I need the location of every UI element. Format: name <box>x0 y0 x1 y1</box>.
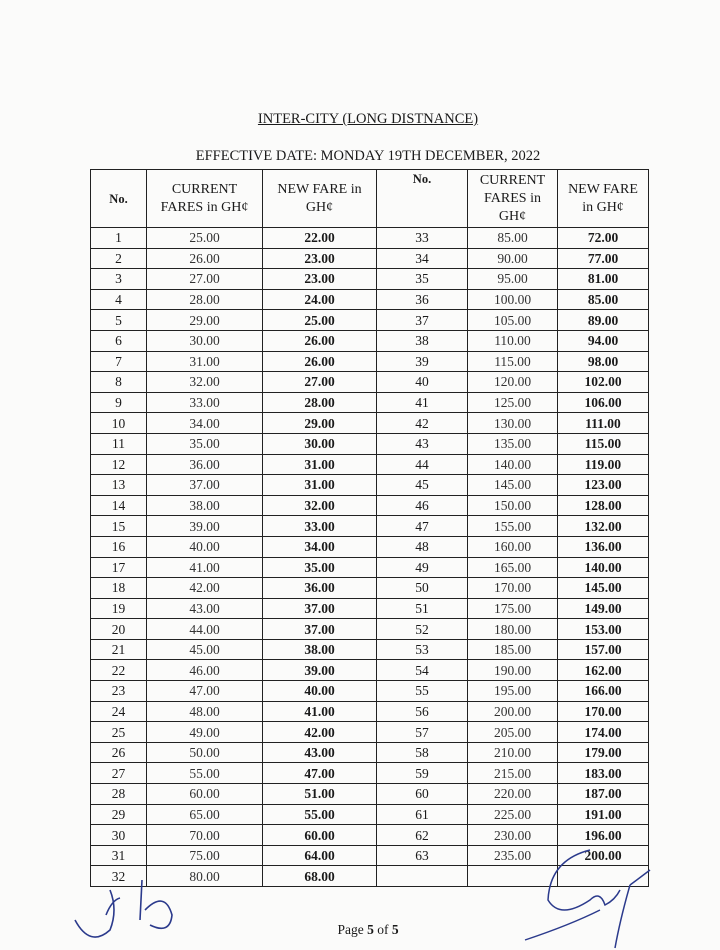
table-row <box>91 557 649 578</box>
current-fare: 45.00 <box>147 639 263 660</box>
footer-page-number: 5 <box>367 922 374 937</box>
current-fare: 33.00 <box>147 392 263 413</box>
row-number-2: 33 <box>377 228 468 249</box>
row-number: 21 <box>91 639 147 660</box>
row-number-2: 37 <box>377 310 468 331</box>
current-fare-2: 215.00 <box>468 763 558 784</box>
row-number-2: 53 <box>377 639 468 660</box>
new-fare: 47.00 <box>263 763 377 784</box>
current-fare-2: 195.00 <box>468 681 558 702</box>
row-number: 11 <box>91 433 147 454</box>
new-fare: 35.00 <box>263 557 377 578</box>
row-number: 23 <box>91 681 147 702</box>
table-row <box>91 578 649 599</box>
new-fare-2: 183.00 <box>558 763 649 784</box>
row-number-2: 63 <box>377 845 468 866</box>
row-number: 8 <box>91 372 147 393</box>
new-fare: 42.00 <box>263 722 377 743</box>
row-number: 30 <box>91 825 147 846</box>
new-fare: 37.00 <box>263 598 377 619</box>
new-fare: 43.00 <box>263 742 377 763</box>
row-number: 5 <box>91 310 147 331</box>
new-fare-2: 162.00 <box>558 660 649 681</box>
document-title: INTER-CITY (LONG DISTNANCE) <box>257 111 479 127</box>
header-current-fares: CURRENT FARES in GH¢ <box>147 170 263 228</box>
current-fare: 65.00 <box>147 804 263 825</box>
row-number: 31 <box>91 845 147 866</box>
table-row <box>91 742 649 763</box>
table-row <box>91 351 649 372</box>
table-row <box>91 763 649 784</box>
row-number-2: 58 <box>377 742 468 763</box>
row-number-2: 45 <box>377 475 468 496</box>
current-fare-2: 125.00 <box>468 392 558 413</box>
row-number-2: 56 <box>377 701 468 722</box>
current-fare: 25.00 <box>147 228 263 249</box>
new-fare-2: 106.00 <box>558 392 649 413</box>
row-number: 22 <box>91 660 147 681</box>
table-row <box>91 269 649 290</box>
current-fare: 75.00 <box>147 845 263 866</box>
current-fare-2: 225.00 <box>468 804 558 825</box>
new-fare: 51.00 <box>263 784 377 805</box>
current-fare-2: 235.00 <box>468 845 558 866</box>
effective-date: EFFECTIVE DATE: MONDAY 19TH DECEMBER, 2022 <box>195 148 541 164</box>
current-fare: 42.00 <box>147 578 263 599</box>
new-fare-2: 85.00 <box>558 289 649 310</box>
row-number: 6 <box>91 330 147 351</box>
current-fare-2: 170.00 <box>468 578 558 599</box>
row-number-2: 36 <box>377 289 468 310</box>
new-fare-2: 94.00 <box>558 330 649 351</box>
new-fare: 31.00 <box>263 454 377 475</box>
table-row <box>91 433 649 454</box>
row-number-2: 51 <box>377 598 468 619</box>
row-number: 20 <box>91 619 147 640</box>
current-fare: 34.00 <box>147 413 263 434</box>
new-fare-2: 111.00 <box>558 413 649 434</box>
row-number-2: 59 <box>377 763 468 784</box>
row-number: 29 <box>91 804 147 825</box>
current-fare-2 <box>468 866 558 887</box>
row-number: 2 <box>91 248 147 269</box>
current-fare-2: 110.00 <box>468 330 558 351</box>
current-fare-2: 230.00 <box>468 825 558 846</box>
current-fare: 43.00 <box>147 598 263 619</box>
new-fare-2: 179.00 <box>558 742 649 763</box>
table-row <box>91 310 649 331</box>
row-number: 9 <box>91 392 147 413</box>
new-fare: 55.00 <box>263 804 377 825</box>
table-row <box>91 475 649 496</box>
header-current-fares-2: CURRENT FARES in GH¢ <box>468 170 558 228</box>
row-number-2: 54 <box>377 660 468 681</box>
current-fare-2: 210.00 <box>468 742 558 763</box>
current-fare: 60.00 <box>147 784 263 805</box>
new-fare: 22.00 <box>263 228 377 249</box>
fare-table <box>90 169 649 887</box>
row-number: 17 <box>91 557 147 578</box>
current-fare: 28.00 <box>147 289 263 310</box>
row-number: 3 <box>91 269 147 290</box>
new-fare-2 <box>558 866 649 887</box>
new-fare: 34.00 <box>263 536 377 557</box>
footer-prefix: Page <box>337 922 368 937</box>
current-fare: 50.00 <box>147 742 263 763</box>
current-fare-2: 155.00 <box>468 516 558 537</box>
header-new-fare-2: NEW FARE in GH¢ <box>558 170 649 228</box>
new-fare: 68.00 <box>263 866 377 887</box>
current-fare: 70.00 <box>147 825 263 846</box>
new-fare-2: 153.00 <box>558 619 649 640</box>
footer-of: of <box>373 922 392 937</box>
current-fare: 46.00 <box>147 660 263 681</box>
current-fare-2: 120.00 <box>468 372 558 393</box>
table-row <box>91 639 649 660</box>
new-fare-2: 98.00 <box>558 351 649 372</box>
footer-page-total: 5 <box>391 922 399 937</box>
current-fare: 37.00 <box>147 475 263 496</box>
new-fare-2: 166.00 <box>558 681 649 702</box>
new-fare: 24.00 <box>263 289 377 310</box>
current-fare-2: 90.00 <box>468 248 558 269</box>
current-fare: 48.00 <box>147 701 263 722</box>
table-row <box>91 516 649 537</box>
new-fare: 23.00 <box>263 269 377 290</box>
current-fare: 29.00 <box>147 310 263 331</box>
current-fare: 40.00 <box>147 536 263 557</box>
row-number-2: 62 <box>377 825 468 846</box>
table-row <box>91 825 649 846</box>
new-fare-2: 115.00 <box>558 433 649 454</box>
new-fare-2: 119.00 <box>558 454 649 475</box>
table-row <box>91 598 649 619</box>
current-fare-2: 105.00 <box>468 310 558 331</box>
new-fare-2: 77.00 <box>558 248 649 269</box>
new-fare-2: 123.00 <box>558 475 649 496</box>
table-row <box>91 536 649 557</box>
row-number-2: 35 <box>377 269 468 290</box>
row-number: 24 <box>91 701 147 722</box>
new-fare: 31.00 <box>263 475 377 496</box>
row-number: 15 <box>91 516 147 537</box>
current-fare-2: 130.00 <box>468 413 558 434</box>
row-number: 1 <box>91 228 147 249</box>
new-fare-2: 136.00 <box>558 536 649 557</box>
row-number: 16 <box>91 536 147 557</box>
row-number-2: 52 <box>377 619 468 640</box>
row-number-2: 34 <box>377 248 468 269</box>
current-fare-2: 85.00 <box>468 228 558 249</box>
row-number: 14 <box>91 495 147 516</box>
current-fare: 35.00 <box>147 433 263 454</box>
new-fare-2: 145.00 <box>558 578 649 599</box>
new-fare: 60.00 <box>263 825 377 846</box>
current-fare: 47.00 <box>147 681 263 702</box>
current-fare-2: 205.00 <box>468 722 558 743</box>
row-number-2: 57 <box>377 722 468 743</box>
table-row <box>91 784 649 805</box>
new-fare-2: 89.00 <box>558 310 649 331</box>
row-number: 4 <box>91 289 147 310</box>
new-fare: 26.00 <box>263 351 377 372</box>
table-row <box>91 454 649 475</box>
table-row <box>91 804 649 825</box>
new-fare: 33.00 <box>263 516 377 537</box>
table-row <box>91 495 649 516</box>
current-fare-2: 95.00 <box>468 269 558 290</box>
new-fare-2: 81.00 <box>558 269 649 290</box>
new-fare-2: 72.00 <box>558 228 649 249</box>
new-fare: 26.00 <box>263 330 377 351</box>
table-row <box>91 660 649 681</box>
new-fare: 28.00 <box>263 392 377 413</box>
table-row <box>91 845 649 866</box>
table-row <box>91 413 649 434</box>
current-fare-2: 135.00 <box>468 433 558 454</box>
new-fare: 64.00 <box>263 845 377 866</box>
header-no: No. <box>91 170 147 228</box>
row-number: 32 <box>91 866 147 887</box>
current-fare-2: 165.00 <box>468 557 558 578</box>
new-fare: 40.00 <box>263 681 377 702</box>
row-number-2: 46 <box>377 495 468 516</box>
current-fare: 31.00 <box>147 351 263 372</box>
row-number: 28 <box>91 784 147 805</box>
row-number: 19 <box>91 598 147 619</box>
row-number-2: 41 <box>377 392 468 413</box>
new-fare-2: 157.00 <box>558 639 649 660</box>
table-row <box>91 392 649 413</box>
new-fare: 32.00 <box>263 495 377 516</box>
new-fare-2: 149.00 <box>558 598 649 619</box>
row-number-2: 44 <box>377 454 468 475</box>
new-fare: 36.00 <box>263 578 377 599</box>
current-fare-2: 185.00 <box>468 639 558 660</box>
new-fare-2: 196.00 <box>558 825 649 846</box>
new-fare-2: 128.00 <box>558 495 649 516</box>
current-fare-2: 150.00 <box>468 495 558 516</box>
current-fare-2: 140.00 <box>468 454 558 475</box>
row-number-2: 49 <box>377 557 468 578</box>
table-row <box>91 372 649 393</box>
new-fare: 30.00 <box>263 433 377 454</box>
current-fare: 32.00 <box>147 372 263 393</box>
row-number-2: 48 <box>377 536 468 557</box>
current-fare: 80.00 <box>147 866 263 887</box>
current-fare: 39.00 <box>147 516 263 537</box>
current-fare-2: 220.00 <box>468 784 558 805</box>
current-fare: 44.00 <box>147 619 263 640</box>
current-fare: 41.00 <box>147 557 263 578</box>
new-fare-2: 191.00 <box>558 804 649 825</box>
new-fare-2: 174.00 <box>558 722 649 743</box>
new-fare-2: 187.00 <box>558 784 649 805</box>
row-number: 25 <box>91 722 147 743</box>
row-number-2: 60 <box>377 784 468 805</box>
row-number-2: 50 <box>377 578 468 599</box>
current-fare-2: 190.00 <box>468 660 558 681</box>
row-number: 10 <box>91 413 147 434</box>
row-number: 13 <box>91 475 147 496</box>
table-row <box>91 866 649 887</box>
new-fare: 39.00 <box>263 660 377 681</box>
row-number-2: 38 <box>377 330 468 351</box>
current-fare-2: 180.00 <box>468 619 558 640</box>
current-fare: 38.00 <box>147 495 263 516</box>
new-fare: 37.00 <box>263 619 377 640</box>
table-row <box>91 330 649 351</box>
table-header-row <box>91 170 649 228</box>
new-fare-2: 200.00 <box>558 845 649 866</box>
new-fare-2: 170.00 <box>558 701 649 722</box>
new-fare: 27.00 <box>263 372 377 393</box>
current-fare: 55.00 <box>147 763 263 784</box>
current-fare: 49.00 <box>147 722 263 743</box>
new-fare: 23.00 <box>263 248 377 269</box>
table-row <box>91 228 649 249</box>
row-number-2: 55 <box>377 681 468 702</box>
current-fare-2: 100.00 <box>468 289 558 310</box>
row-number-2: 43 <box>377 433 468 454</box>
new-fare: 29.00 <box>263 413 377 434</box>
row-number: 18 <box>91 578 147 599</box>
new-fare: 25.00 <box>263 310 377 331</box>
table-row <box>91 722 649 743</box>
new-fare-2: 132.00 <box>558 516 649 537</box>
row-number: 26 <box>91 742 147 763</box>
header-new-fare: NEW FARE in GH¢ <box>263 170 377 228</box>
table-row <box>91 289 649 310</box>
table-row <box>91 681 649 702</box>
new-fare-2: 140.00 <box>558 557 649 578</box>
table-row <box>91 248 649 269</box>
current-fare: 36.00 <box>147 454 263 475</box>
page-footer <box>0 922 720 938</box>
table-row <box>91 701 649 722</box>
current-fare: 30.00 <box>147 330 263 351</box>
header-no-2: No. <box>377 170 468 228</box>
table-row <box>91 619 649 640</box>
new-fare-2: 102.00 <box>558 372 649 393</box>
row-number-2 <box>377 866 468 887</box>
new-fare: 41.00 <box>263 701 377 722</box>
current-fare-2: 115.00 <box>468 351 558 372</box>
row-number-2: 40 <box>377 372 468 393</box>
current-fare-2: 175.00 <box>468 598 558 619</box>
row-number-2: 42 <box>377 413 468 434</box>
row-number: 12 <box>91 454 147 475</box>
current-fare-2: 200.00 <box>468 701 558 722</box>
current-fare: 27.00 <box>147 269 263 290</box>
current-fare: 26.00 <box>147 248 263 269</box>
new-fare: 38.00 <box>263 639 377 660</box>
current-fare-2: 145.00 <box>468 475 558 496</box>
row-number-2: 39 <box>377 351 468 372</box>
current-fare-2: 160.00 <box>468 536 558 557</box>
row-number-2: 61 <box>377 804 468 825</box>
row-number-2: 47 <box>377 516 468 537</box>
row-number: 7 <box>91 351 147 372</box>
row-number: 27 <box>91 763 147 784</box>
